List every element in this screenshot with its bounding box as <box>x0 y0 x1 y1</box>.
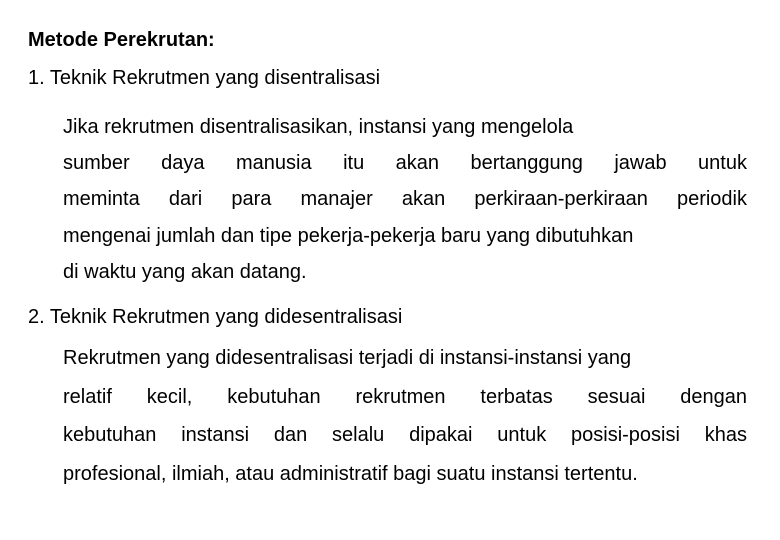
paragraph-line: di waktu yang akan datang. <box>63 261 307 283</box>
paragraph-line: kebutuhan instansi dan selalu dipakai untuk posisi-posisi khas <box>63 424 747 446</box>
section-title-sentralisasi: 1. Teknik Rekrutmen yang disentralisasi <box>28 67 381 89</box>
paragraph-line: sumber daya manusia itu akan bertanggung jawab untuk <box>63 152 747 174</box>
section-title-desentralisasi: 2. Teknik Rekrutmen yang didesentralisasi <box>28 306 403 328</box>
paragraph-line: meminta dari para manajer akan perkiraan-perkiraan periodik <box>63 188 747 210</box>
paragraph-line: relatif kecil, kebutuhan rekrutmen terbatas sesuai dengan <box>63 386 747 408</box>
paragraph-line: mengenai jumlah dan tipe pekerja-pekerja baru yang dibutuhkan <box>63 225 634 247</box>
page-title: Metode Perekrutan: <box>28 29 215 51</box>
paragraph-line: Rekrutmen yang didesentralisasi terjadi di instansi-instansi yang <box>63 347 632 369</box>
paragraph-line: Jika rekrutmen disentralisasikan, instansi yang mengelola <box>63 116 574 138</box>
paragraph-line: profesional, ilmiah, atau administratif bagi suatu instansi tertentu. <box>63 463 638 485</box>
